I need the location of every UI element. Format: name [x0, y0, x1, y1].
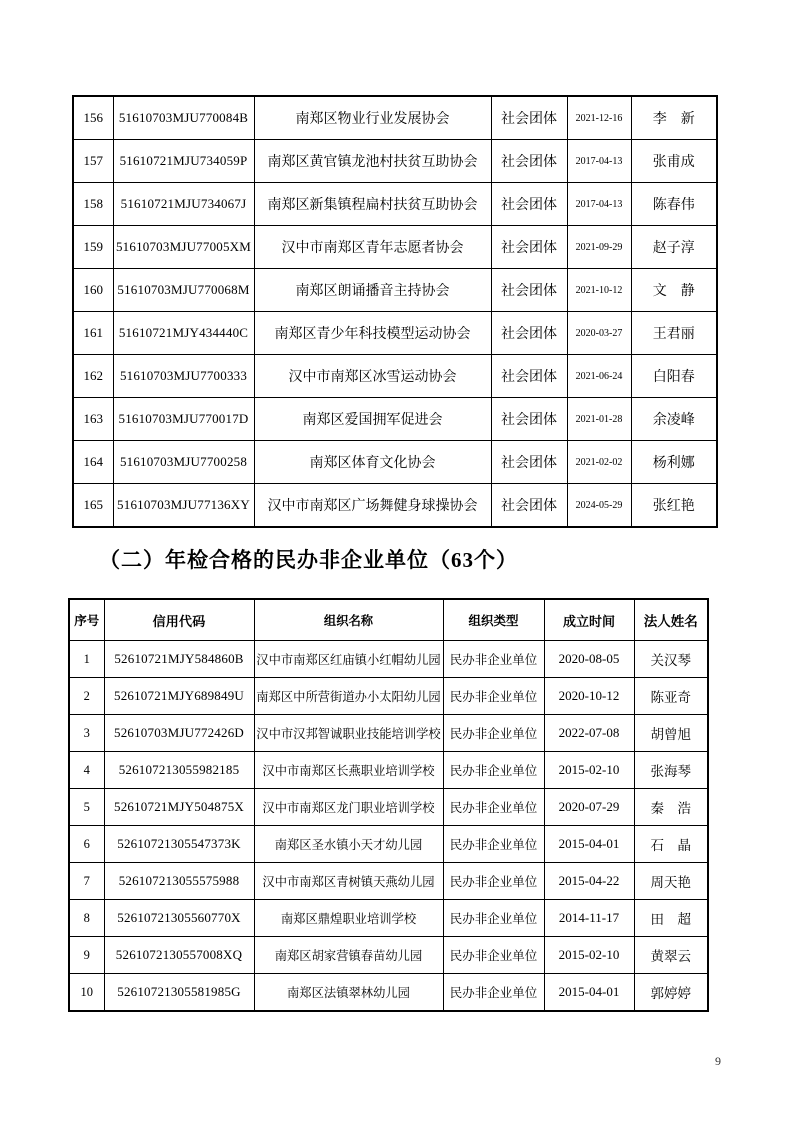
nonprofit-row-code-cell: 526107213055982185: [104, 752, 254, 789]
society-row-no-cell: 160: [73, 269, 113, 312]
society-row-no-cell: 161: [73, 312, 113, 355]
society-row-type-cell: 社会团体: [491, 312, 567, 355]
nonprofit-row-name-cell: 汉中市南郑区红庙镇小红帽幼儿园: [254, 641, 443, 678]
nonprofit-row-date-cell: 2015-04-01: [544, 974, 634, 1012]
header-legal-person: 法人姓名: [634, 599, 708, 641]
society-row-person-cell: 赵子淳: [631, 226, 717, 269]
society-row-person-cell: 余凌峰: [631, 398, 717, 441]
nonprofit-row-date-cell: 2014-11-17: [544, 900, 634, 937]
table-row: [73, 269, 717, 312]
society-row-date-cell: 2021-12-16: [567, 96, 631, 140]
table-row: [69, 974, 708, 1012]
nonprofit-row-code-cell: 52610703MJU772426D: [104, 715, 254, 752]
society-row-code-cell: 51610703MJU77136XY: [113, 484, 254, 528]
society-row-person-cell: 张红艳: [631, 484, 717, 528]
society-row-no-cell: 165: [73, 484, 113, 528]
society-row-person-cell: 文 静: [631, 269, 717, 312]
nonprofit-row-person-cell: 田 超: [634, 900, 708, 937]
society-row-date-cell: 2017-04-13: [567, 183, 631, 226]
society-row-code-cell: 51610703MJU7700333: [113, 355, 254, 398]
nonprofit-row-name-cell: 南郑区胡家营镇春苗幼儿园: [254, 937, 443, 974]
header-founding-date: 成立时间: [544, 599, 634, 641]
nonprofit-row-no-cell: 1: [69, 641, 104, 678]
table-row: [73, 140, 717, 183]
table-row: [73, 183, 717, 226]
society-row-type-cell: 社会团体: [491, 484, 567, 528]
nonprofit-row-no-cell: 2: [69, 678, 104, 715]
society-row-name-cell: 南郑区爱国拥军促进会: [254, 398, 491, 441]
nonprofit-row-person-cell: 关汉琴: [634, 641, 708, 678]
nonprofit-row-type-cell: 民办非企业单位: [443, 752, 544, 789]
society-row-name-cell: 南郑区朗诵播音主持协会: [254, 269, 491, 312]
society-row-type-cell: 社会团体: [491, 441, 567, 484]
society-row-date-cell: 2021-10-12: [567, 269, 631, 312]
society-row-code-cell: 51610703MJU770068M: [113, 269, 254, 312]
society-row-name-cell: 汉中市南郑区广场舞健身球操协会: [254, 484, 491, 528]
society-row-code-cell: 51610721MJU734067J: [113, 183, 254, 226]
nonprofit-row-no-cell: 3: [69, 715, 104, 752]
society-row-person-cell: 李 新: [631, 96, 717, 140]
nonprofit-row-no-cell: 7: [69, 863, 104, 900]
table-row: [73, 355, 717, 398]
nonprofit-row-no-cell: 10: [69, 974, 104, 1012]
table-row: [69, 678, 708, 715]
society-row-type-cell: 社会团体: [491, 398, 567, 441]
nonprofit-row-name-cell: 汉中市汉邦智诚职业技能培训学校: [254, 715, 443, 752]
nonprofit-row-type-cell: 民办非企业单位: [443, 900, 544, 937]
nonprofit-row-name-cell: 汉中市南郑区龙门职业培训学校: [254, 789, 443, 826]
table-row: [69, 752, 708, 789]
society-row-no-cell: 158: [73, 183, 113, 226]
society-orgs-table-body: [73, 96, 717, 527]
nonprofit-row-person-cell: 胡曾旭: [634, 715, 708, 752]
society-row-date-cell: 2024-05-29: [567, 484, 631, 528]
nonprofit-row-date-cell: 2022-07-08: [544, 715, 634, 752]
nonprofit-row-person-cell: 张海琴: [634, 752, 708, 789]
society-row-person-cell: 张甫成: [631, 140, 717, 183]
nonprofit-row-date-cell: 2020-08-05: [544, 641, 634, 678]
nonprofit-row-person-cell: 陈亚奇: [634, 678, 708, 715]
header-org-name: 组织名称: [254, 599, 443, 641]
society-row-type-cell: 社会团体: [491, 269, 567, 312]
society-row-name-cell: 南郑区黄官镇龙池村扶贫互助协会: [254, 140, 491, 183]
header-credit-code: 信用代码: [104, 599, 254, 641]
nonprofit-row-code-cell: 52610721305581985G: [104, 974, 254, 1012]
nonprofit-row-person-cell: 周天艳: [634, 863, 708, 900]
society-row-date-cell: 2020-03-27: [567, 312, 631, 355]
society-row-no-cell: 163: [73, 398, 113, 441]
nonprofit-row-code-cell: 52610721305560770X: [104, 900, 254, 937]
society-row-person-cell: 陈春伟: [631, 183, 717, 226]
nonprofit-row-date-cell: 2015-02-10: [544, 752, 634, 789]
society-row-person-cell: 王君丽: [631, 312, 717, 355]
society-orgs-table: [72, 95, 718, 528]
society-row-no-cell: 164: [73, 441, 113, 484]
nonprofit-row-code-cell: 5261072130557008XQ: [104, 937, 254, 974]
header-serial-number: 序号: [69, 599, 104, 641]
nonprofit-row-person-cell: 郭婷婷: [634, 974, 708, 1012]
table-row: [73, 441, 717, 484]
society-row-person-cell: 白阳春: [631, 355, 717, 398]
nonprofit-row-name-cell: 南郑区圣水镇小天才幼儿园: [254, 826, 443, 863]
nonprofit-row-date-cell: 2020-10-12: [544, 678, 634, 715]
nonprofit-row-code-cell: 526107213055575988: [104, 863, 254, 900]
header-org-type: 组织类型: [443, 599, 544, 641]
nonprofit-row-person-cell: 黄翠云: [634, 937, 708, 974]
society-row-date-cell: 2021-01-28: [567, 398, 631, 441]
society-row-type-cell: 社会团体: [491, 140, 567, 183]
nonprofit-row-code-cell: 52610721MJY689849U: [104, 678, 254, 715]
society-row-no-cell: 159: [73, 226, 113, 269]
nonprofit-row-name-cell: 汉中市南郑区青树镇天燕幼儿园: [254, 863, 443, 900]
society-row-code-cell: 51610703MJU770084B: [113, 96, 254, 140]
society-row-name-cell: 南郑区新集镇程扁村扶贫互助协会: [254, 183, 491, 226]
nonprofit-row-type-cell: 民办非企业单位: [443, 863, 544, 900]
society-row-code-cell: 51610703MJU770017D: [113, 398, 254, 441]
society-row-code-cell: 51610703MJU7700258: [113, 441, 254, 484]
nonprofit-row-name-cell: 南郑区中所营街道办小太阳幼儿园: [254, 678, 443, 715]
nonprofit-units-table-body: [69, 641, 708, 1012]
society-row-code-cell: 51610721MJY434440C: [113, 312, 254, 355]
nonprofit-row-date-cell: 2020-07-29: [544, 789, 634, 826]
nonprofit-row-person-cell: 秦 浩: [634, 789, 708, 826]
nonprofit-table-header-row: [69, 599, 708, 641]
table-row: [73, 484, 717, 528]
nonprofit-row-date-cell: 2015-04-01: [544, 826, 634, 863]
nonprofit-units-table: [68, 598, 709, 1012]
nonprofit-row-date-cell: 2015-02-10: [544, 937, 634, 974]
nonprofit-row-person-cell: 石 晶: [634, 826, 708, 863]
society-row-code-cell: 51610703MJU77005XM: [113, 226, 254, 269]
society-row-type-cell: 社会团体: [491, 96, 567, 140]
nonprofit-row-no-cell: 9: [69, 937, 104, 974]
table-row: [69, 641, 708, 678]
nonprofit-row-name-cell: 汉中市南郑区长燕职业培训学校: [254, 752, 443, 789]
page-number: 9: [715, 1054, 721, 1068]
nonprofit-row-type-cell: 民办非企业单位: [443, 937, 544, 974]
society-row-date-cell: 2021-06-24: [567, 355, 631, 398]
nonprofit-row-no-cell: 4: [69, 752, 104, 789]
society-row-name-cell: 南郑区青少年科技模型运动协会: [254, 312, 491, 355]
nonprofit-row-type-cell: 民办非企业单位: [443, 826, 544, 863]
society-row-type-cell: 社会团体: [491, 183, 567, 226]
society-row-name-cell: 南郑区物业行业发展协会: [254, 96, 491, 140]
table-row: [73, 226, 717, 269]
nonprofit-row-name-cell: 南郑区法镇翠林幼儿园: [254, 974, 443, 1012]
society-row-type-cell: 社会团体: [491, 226, 567, 269]
society-row-date-cell: 2017-04-13: [567, 140, 631, 183]
nonprofit-row-date-cell: 2015-04-22: [544, 863, 634, 900]
section-heading: （二）年检合格的民办非企业单位（63个）: [99, 548, 518, 572]
table-row: [69, 863, 708, 900]
table-row: [69, 900, 708, 937]
nonprofit-row-code-cell: 52610721MJY584860B: [104, 641, 254, 678]
nonprofit-row-no-cell: 5: [69, 789, 104, 826]
nonprofit-row-name-cell: 南郑区鼎煌职业培训学校: [254, 900, 443, 937]
nonprofit-row-type-cell: 民办非企业单位: [443, 641, 544, 678]
nonprofit-row-code-cell: 52610721305547373K: [104, 826, 254, 863]
society-row-no-cell: 157: [73, 140, 113, 183]
society-row-name-cell: 汉中市南郑区冰雪运动协会: [254, 355, 491, 398]
nonprofit-row-code-cell: 52610721MJY504875X: [104, 789, 254, 826]
table-row: [73, 398, 717, 441]
society-row-date-cell: 2021-02-02: [567, 441, 631, 484]
table-row: [69, 789, 708, 826]
nonprofit-row-type-cell: 民办非企业单位: [443, 974, 544, 1012]
nonprofit-row-type-cell: 民办非企业单位: [443, 715, 544, 752]
society-row-no-cell: 156: [73, 96, 113, 140]
society-row-name-cell: 汉中市南郑区青年志愿者协会: [254, 226, 491, 269]
nonprofit-row-no-cell: 8: [69, 900, 104, 937]
society-row-code-cell: 51610721MJU734059P: [113, 140, 254, 183]
society-row-date-cell: 2021-09-29: [567, 226, 631, 269]
society-row-name-cell: 南郑区体育文化协会: [254, 441, 491, 484]
society-row-no-cell: 162: [73, 355, 113, 398]
table-row: [73, 312, 717, 355]
table-row: [69, 826, 708, 863]
table-row: [69, 715, 708, 752]
society-row-person-cell: 杨利娜: [631, 441, 717, 484]
table-row: [69, 937, 708, 974]
society-row-type-cell: 社会团体: [491, 355, 567, 398]
nonprofit-row-no-cell: 6: [69, 826, 104, 863]
table-row: [73, 96, 717, 140]
nonprofit-row-type-cell: 民办非企业单位: [443, 678, 544, 715]
nonprofit-row-type-cell: 民办非企业单位: [443, 789, 544, 826]
